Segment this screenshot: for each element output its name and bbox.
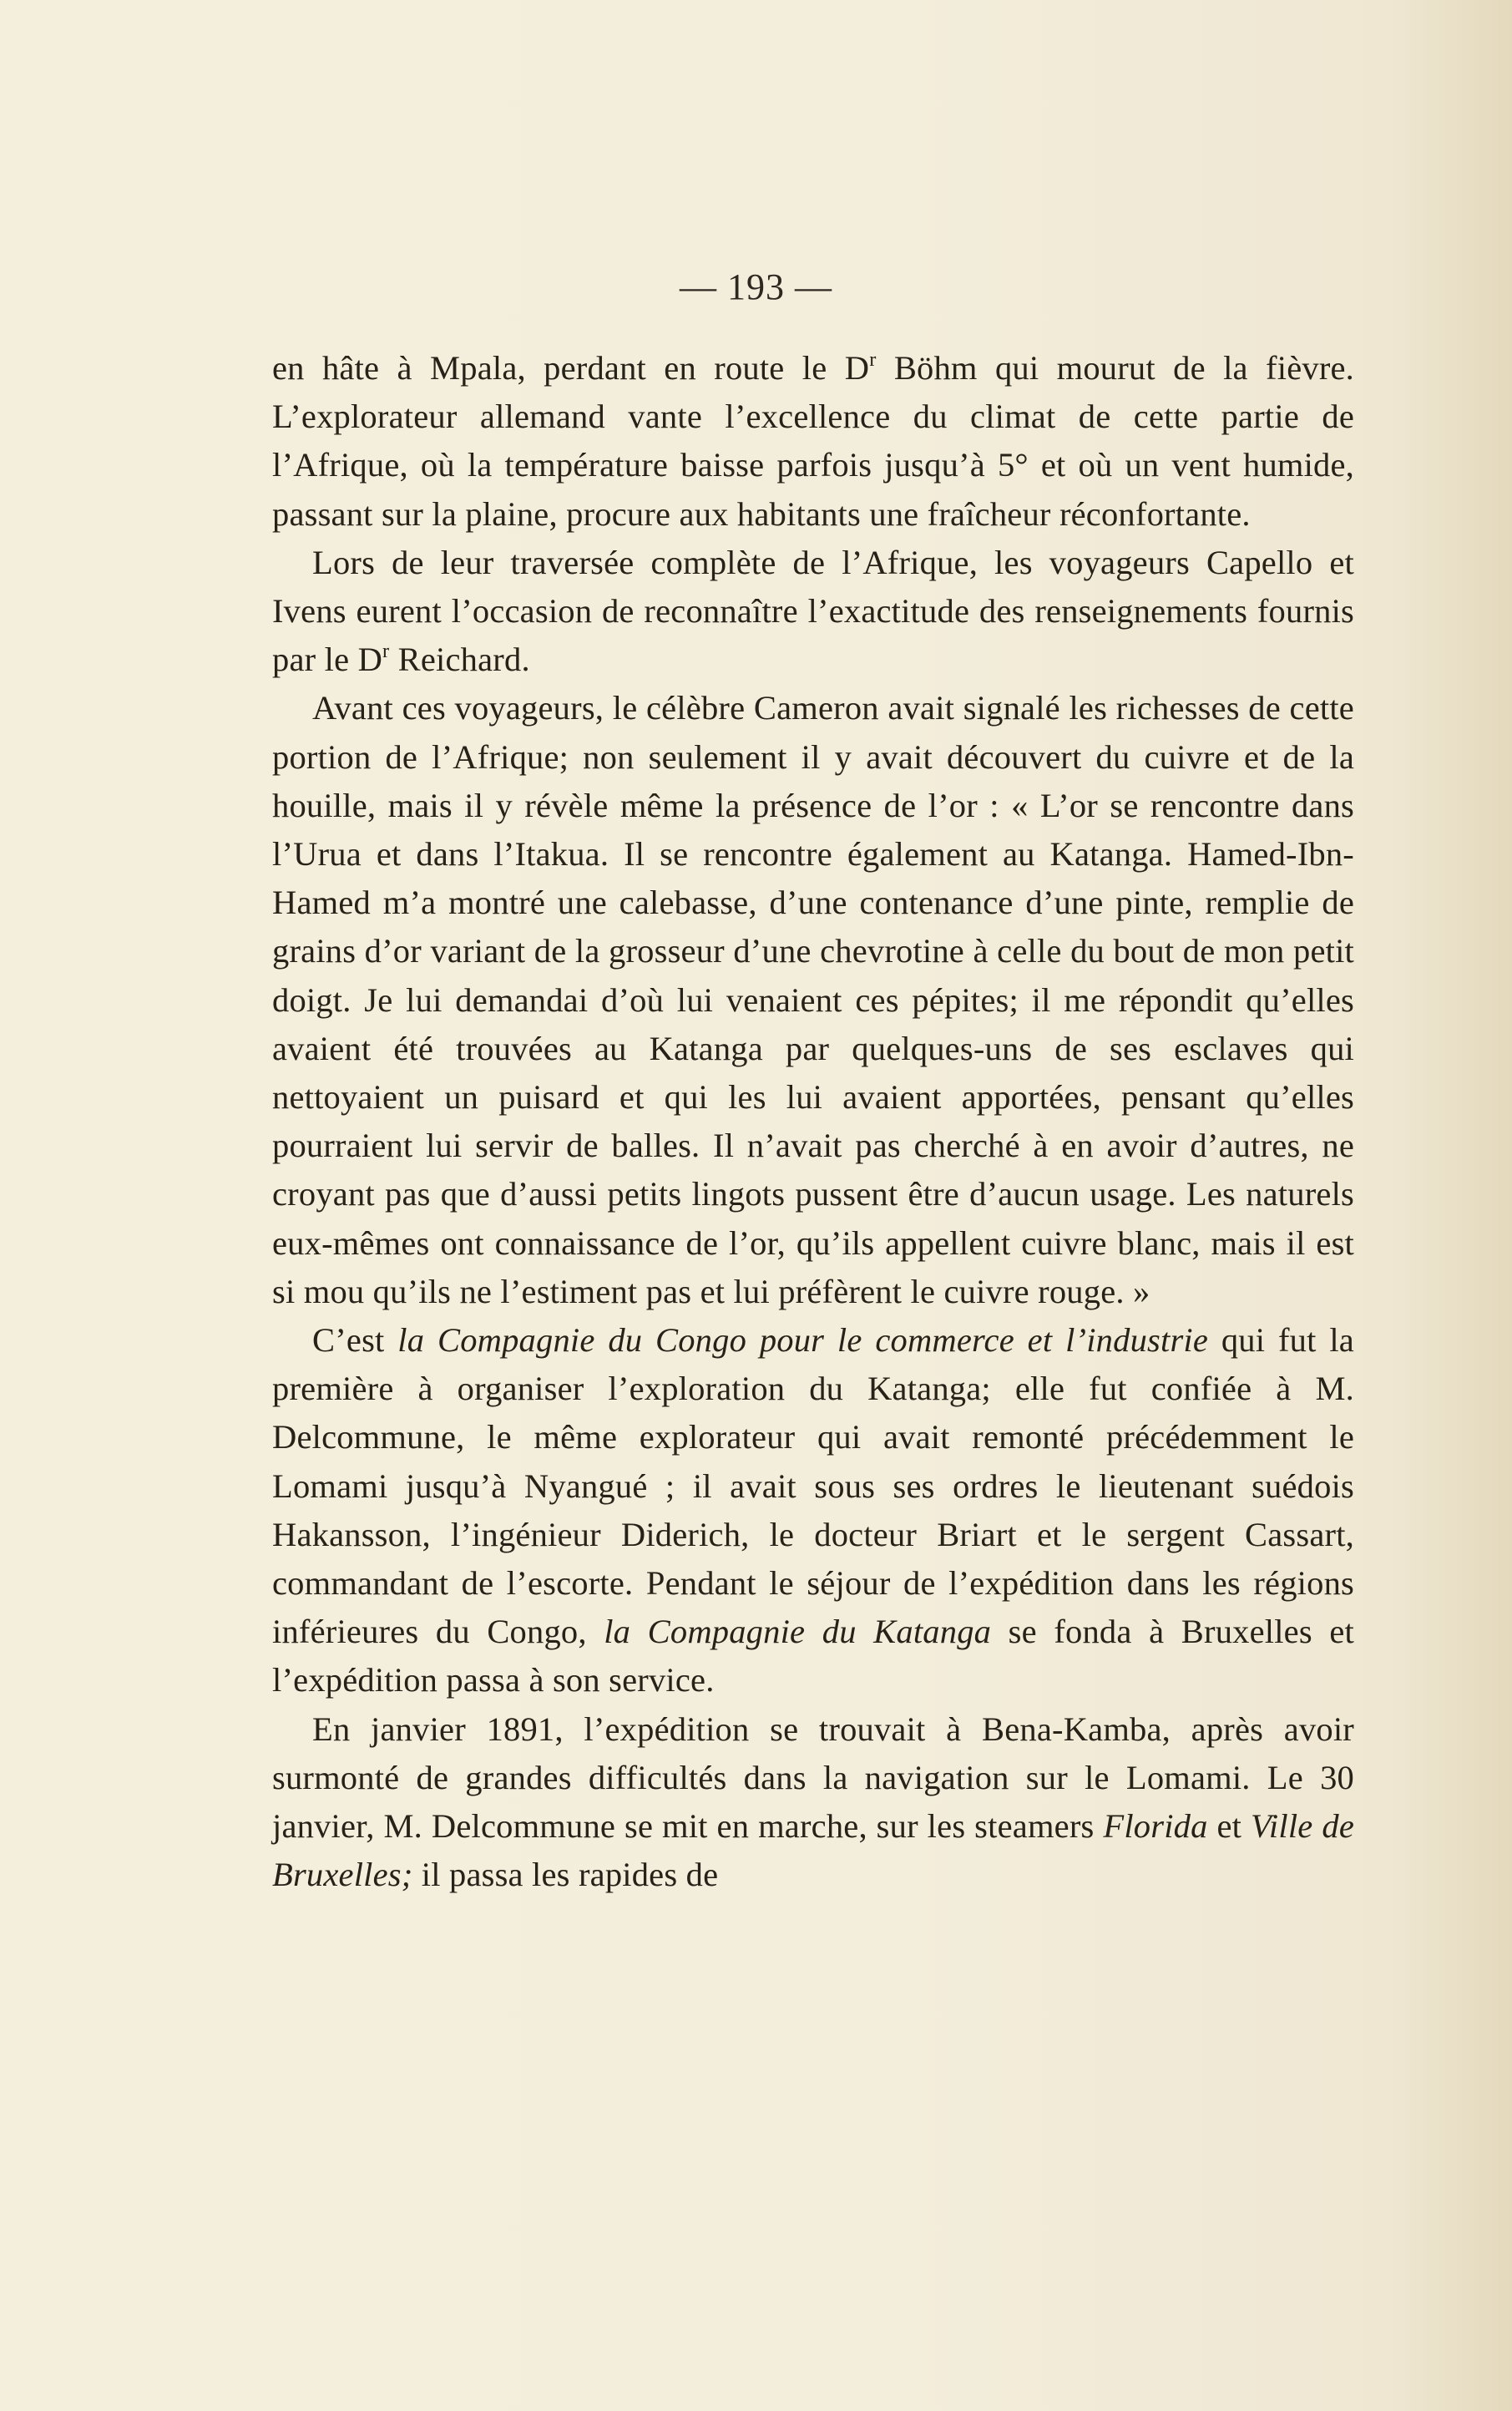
text-run: C’est xyxy=(312,1321,398,1360)
text-run: qui fut la première à organiser l’exploration du Katanga; elle fut confiée à M. Delcommune, le même explorateur qui avait remonté précédemment le Lomami jusqu’à Nyangué ; il avait sous ses ordres le lieutenant suédois Hakansson, l’ingénieur Diderich, le docteur Briart et le sergent Cassart, commandant de l’escorte. Pendant le séjour de l’expédition dans les régions inférieures du Congo, xyxy=(272,1321,1354,1651)
paragraph xyxy=(272,539,1354,685)
superscript: r xyxy=(869,348,877,372)
paragraph xyxy=(272,1705,1354,1900)
italic-text: Ville de Bruxelles; xyxy=(272,1807,1354,1894)
text-run: En janvier 1891, l’expédition se trouvait à Bena-Kamba, après avoir surmonté de grandes difficultés dans la navigation sur le Lomami. Le 30 janvier, M. Delcommune se mit en marche, sur les steamers xyxy=(272,1709,1354,1846)
text-run: Avant ces voyageurs, le célèbre Cameron avait signalé les richesses de cette portion de l’Afrique; non seulement il y avait découvert du cuivre et de la houille, mais il y révèle même la présence de l’or : « L’or se rencontre dans l’Urua et dans l’Itakua. Il se rencontre également au Katanga. Hamed-Ibn-Hamed m’a montré une calebasse, d’une contenance d’une pinte, remplie de grains d’or variant de la grosseur d’une chevrotine à celle du bout de mon petit doigt. Je lui demandai d’où lui venaient ces pépites; il me répondit qu’elles avaient été trouvées au Katanga par quelques-uns de ses esclaves qui nettoyaient un puisard et qui les lui avaient apportées, pensant qu’elles pourraient lui servir de balles. Il n’avait pas cherché à en avoir d’autres, ne croyant pas que d’aussi petits lingots pussent être d’aucun usage. Les naturels eux-mêmes ont connaissance de l’or, qu’ils appellent cuivre blanc, mais il est si mou qu’ils ne l’estiment pas et lui préfèrent le cuivre rouge. » xyxy=(272,689,1354,1310)
text-run: Böhm qui mourut de la fièvre. L’explorateur allemand vante l’excellence du climat de cette partie de l’Afrique, où la température baisse parfois jusqu’à 5° et où un vent humide, passant sur la plaine, procure aux habitants une fraîcheur réconfortante. xyxy=(272,349,1355,533)
text-run: Lors de leur traversée complète de l’Afrique, les voyageurs Capello et Ivens eurent l’occasion de reconnaître l’exactitude des renseignements fournis par le D xyxy=(272,543,1354,679)
paragraph xyxy=(272,684,1354,1316)
text-run: et xyxy=(1207,1807,1251,1846)
text-run: Reichard. xyxy=(389,641,530,679)
page-number: — 193 — xyxy=(680,266,832,307)
text-run: se fonda à Bruxelles et l’expédition passa à son service. xyxy=(272,1613,1354,1699)
text-run: il passa les rapides de xyxy=(412,1856,719,1894)
paragraph xyxy=(272,1316,1354,1705)
text-run: en hâte à Mpala, perdant en route le D xyxy=(272,349,870,387)
paragraph xyxy=(272,344,1354,539)
italic-text: la Compagnie du Katanga xyxy=(604,1613,992,1651)
italic-text: la Compagnie du Congo pour le commerce et l’industrie xyxy=(397,1321,1209,1360)
italic-text: Florida xyxy=(1103,1807,1208,1846)
body-text xyxy=(272,344,1354,1900)
superscript: r xyxy=(382,640,390,663)
